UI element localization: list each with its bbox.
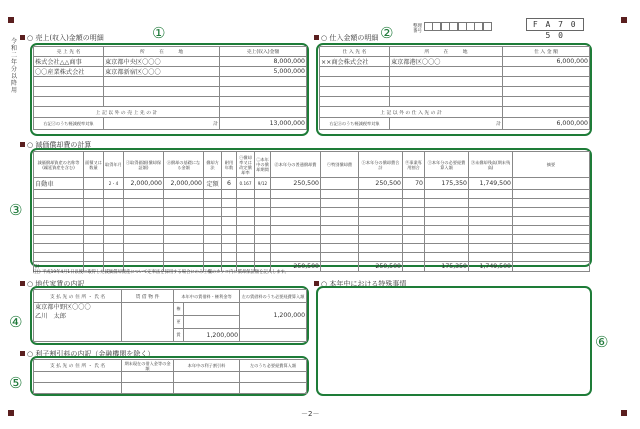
interest-title: ○ 利子割引料の内訳（金融機関を除く） (27, 350, 155, 358)
corner-mark-br (621, 410, 627, 416)
rent-title: ○ 地代家賃の内訳 (27, 280, 85, 288)
corner-mark-bl (8, 410, 14, 416)
purchases-title: ○ 仕入金額の明細 (321, 34, 379, 42)
sales-table: 売 上 先 名 所 在 地 売上(収入)金額 株式会社△△商事 東京都中央区〇〇〇 8,000,000 〇〇産業株式会社 東京都新宿区〇〇〇 5,000,000 上 記 以 外 の 売 上 先 の 計 右記㋑のうち軽減税率対象 計 13,000,000 (33, 46, 307, 130)
special-box[interactable] (316, 286, 592, 396)
page-number: －2－ (301, 410, 320, 418)
corner-mark-tr (621, 17, 627, 23)
purchases-table: 仕 入 先 名 所 在 地 仕 入 金 額 ××商会株式会社 東京都港区〇〇〇 6,000,000 上 記 以 外 の 仕 入 先 の 計 右記㋺のうち軽減税率対象 計 6,000,000 (319, 46, 590, 130)
form-code: F A 7 0 5 0 (526, 18, 584, 31)
depreciation-table: 減価償却資産の名称等(繰延資産を含む) 面積又は数量 取得年月 ㋑取得価額(償却保証額) ㋺償却の基礎になる金額 償却方法 耐用年数 ㋩償却率又は改定償却率 ㊁本年中の償却期間 ㋭本年分の普通償却費 ㋬特別償却費 ㋣本年分の償却費合計 ㋠事業専用割合 ㋷本年分の必要経費算入額 ㋦未償却残高(期末残高) 摘要 自動車 2・4 2,000,000 2,000,000 定額 6 0.167 9/12 250,500 250,500 70 175,350 1,749,500 計 250,500 250,500 175,350 1,749,500 (33, 151, 590, 272)
corner-mark-tl (8, 17, 14, 23)
rent-table: 支 払 先 の 住 所 ・ 氏 名 賃 借 物 件 本年中の賃借料・権利金等 左の賃借料のうち必要経費算入額 東京都中野区〇〇〇 乙川 太郎 権 1,200,000 更 賃 1,200,000 (33, 289, 307, 342)
depreciation-title: ○ 減価償却費の計算 (27, 141, 92, 149)
special-title: ○ 本年中における特殊事情 (321, 280, 407, 288)
table-row: 〇〇産業株式会社 東京都新宿区〇〇〇 5,000,000 (35, 68, 305, 76)
sales-marker (20, 35, 25, 40)
id-label: 整理番号 (413, 24, 422, 34)
depreciation-marker (20, 142, 25, 147)
circle-6: ⑥ (595, 333, 609, 351)
circle-2: ② (380, 24, 394, 42)
table-row: ××商会株式会社 東京都港区〇〇〇 6,000,000 (321, 58, 588, 66)
sales-title: ○ 売上(収入)金額の明細 (27, 34, 104, 42)
table-row (34, 383, 307, 394)
circle-1: ① (152, 24, 166, 42)
circle-4: ④ (9, 313, 23, 331)
table-row (34, 372, 307, 383)
special-marker (314, 281, 319, 286)
interest-table: 支 払 先 の 住 所 ・ 氏 名 期末現在の借入金等の金額 本年中の利子割引料 左のうち必要経費算入額 (33, 359, 307, 394)
table-row: 株式会社△△商事 東京都中央区〇〇〇 8,000,000 (35, 58, 305, 66)
purchases-marker (314, 35, 319, 40)
id-number-boxes[interactable] (424, 22, 491, 31)
table-row: 自動車 2・4 2,000,000 2,000,000 定額 6 0.167 9/12 250,500 250,500 70 175,350 1,749,500 (34, 178, 590, 190)
circle-5: ⑤ (9, 374, 23, 392)
interest-marker (20, 351, 25, 356)
side-label: 令和二年分以降用 (10, 38, 17, 94)
rent-marker (20, 281, 25, 286)
depreciation-footnote: (注) 平成19年4月1日以後に取得した減価償却資産について定率法を採用する場合にのみ㋑欄のカッコ内に償却保証額を記入します。 (33, 270, 289, 275)
circle-3: ③ (9, 201, 23, 219)
table-row: 東京都中野区〇〇〇 乙川 太郎 権 1,200,000 (34, 303, 307, 316)
